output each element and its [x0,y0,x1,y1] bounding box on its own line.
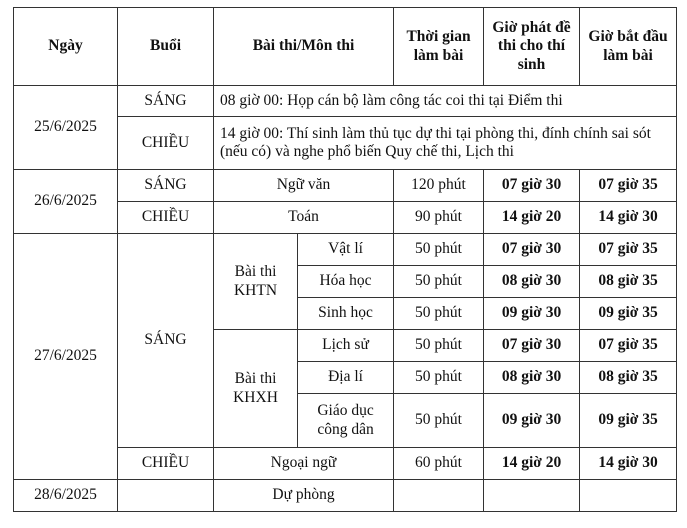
group-cell-khxh: Bài thi KHXH [214,330,298,448]
subject-cell: Ngữ văn [214,170,394,202]
date-cell: 28/6/2025 [14,480,118,512]
session-cell-empty [118,480,214,512]
paper-time-cell: 14 giờ 20 [484,202,580,234]
paper-time-cell: 07 giờ 30 [484,330,580,362]
subject-cell: Toán [214,202,394,234]
note-cell: 14 giờ 00: Thí sinh làm thủ tục dự thi tại phòng thi, đính chính sai sót (nếu có) và nghe phổ biến Quy chế thi, Lịch thi [214,117,677,170]
start-time-cell: 09 giờ 35 [580,394,677,448]
paper-time-cell: 08 giờ 30 [484,362,580,394]
paper-time-cell: 07 giờ 30 [484,170,580,202]
exam-schedule-table [13,7,677,512]
duration-cell-empty [394,480,484,512]
session-cell: SÁNG [118,86,214,117]
header-buoi: Buổi [118,8,214,86]
paper-time-cell: 09 giờ 30 [484,394,580,448]
note-cell: 08 giờ 00: Họp cán bộ làm công tác coi thi tại Điểm thi [214,86,677,117]
header-row [14,8,677,86]
header-bai-thi: Bài thi/Môn thi [214,8,394,86]
group-cell-khtn: Bài thi KHTN [214,234,298,330]
subject-cell: Địa lí [298,362,394,394]
duration-cell: 50 phút [394,234,484,266]
table-row [14,86,677,117]
header-gio-bat-dau: Giờ bắt đầu làm bài [580,8,677,86]
start-time-cell: 09 giờ 35 [580,298,677,330]
duration-cell: 50 phút [394,266,484,298]
subject-cell: Sinh học [298,298,394,330]
duration-cell: 60 phút [394,448,484,480]
start-time-cell: 07 giờ 35 [580,234,677,266]
start-time-cell: 08 giờ 35 [580,362,677,394]
date-cell: 26/6/2025 [14,170,118,234]
session-cell: CHIỀU [118,202,214,234]
start-time-cell: 14 giờ 30 [580,448,677,480]
header-ngay: Ngày [14,8,118,86]
session-cell: SÁNG [118,170,214,202]
start-time-cell: 08 giờ 35 [580,266,677,298]
table-row [14,480,677,512]
subject-cell: Ngoại ngữ [214,448,394,480]
table-row [14,234,677,266]
paper-time-cell: 14 giờ 20 [484,448,580,480]
duration-cell: 50 phút [394,330,484,362]
header-gio-phat: Giờ phát đề thi cho thí sinh [484,8,580,86]
subject-cell: Lịch sử [298,330,394,362]
subject-cell: Dự phòng [214,480,394,512]
start-time-cell: 07 giờ 35 [580,330,677,362]
duration-cell: 50 phút [394,362,484,394]
session-cell: CHIỀU [118,448,214,480]
start-time-cell: 07 giờ 35 [580,170,677,202]
session-cell: CHIỀU [118,117,214,170]
subject-cell: Vật lí [298,234,394,266]
paper-time-cell-empty [484,480,580,512]
paper-time-cell: 09 giờ 30 [484,298,580,330]
start-time-cell-empty [580,480,677,512]
paper-time-cell: 07 giờ 30 [484,234,580,266]
table-row [14,170,677,202]
session-cell: SÁNG [118,234,214,448]
start-time-cell: 14 giờ 30 [580,202,677,234]
duration-cell: 120 phút [394,170,484,202]
header-thoi-gian: Thời gian làm bài [394,8,484,86]
duration-cell: 90 phút [394,202,484,234]
paper-time-cell: 08 giờ 30 [484,266,580,298]
date-cell: 27/6/2025 [14,234,118,480]
subject-cell: Hóa học [298,266,394,298]
subject-cell: Giáo dục công dân [298,394,394,448]
duration-cell: 50 phút [394,394,484,448]
date-cell: 25/6/2025 [14,86,118,170]
duration-cell: 50 phút [394,298,484,330]
